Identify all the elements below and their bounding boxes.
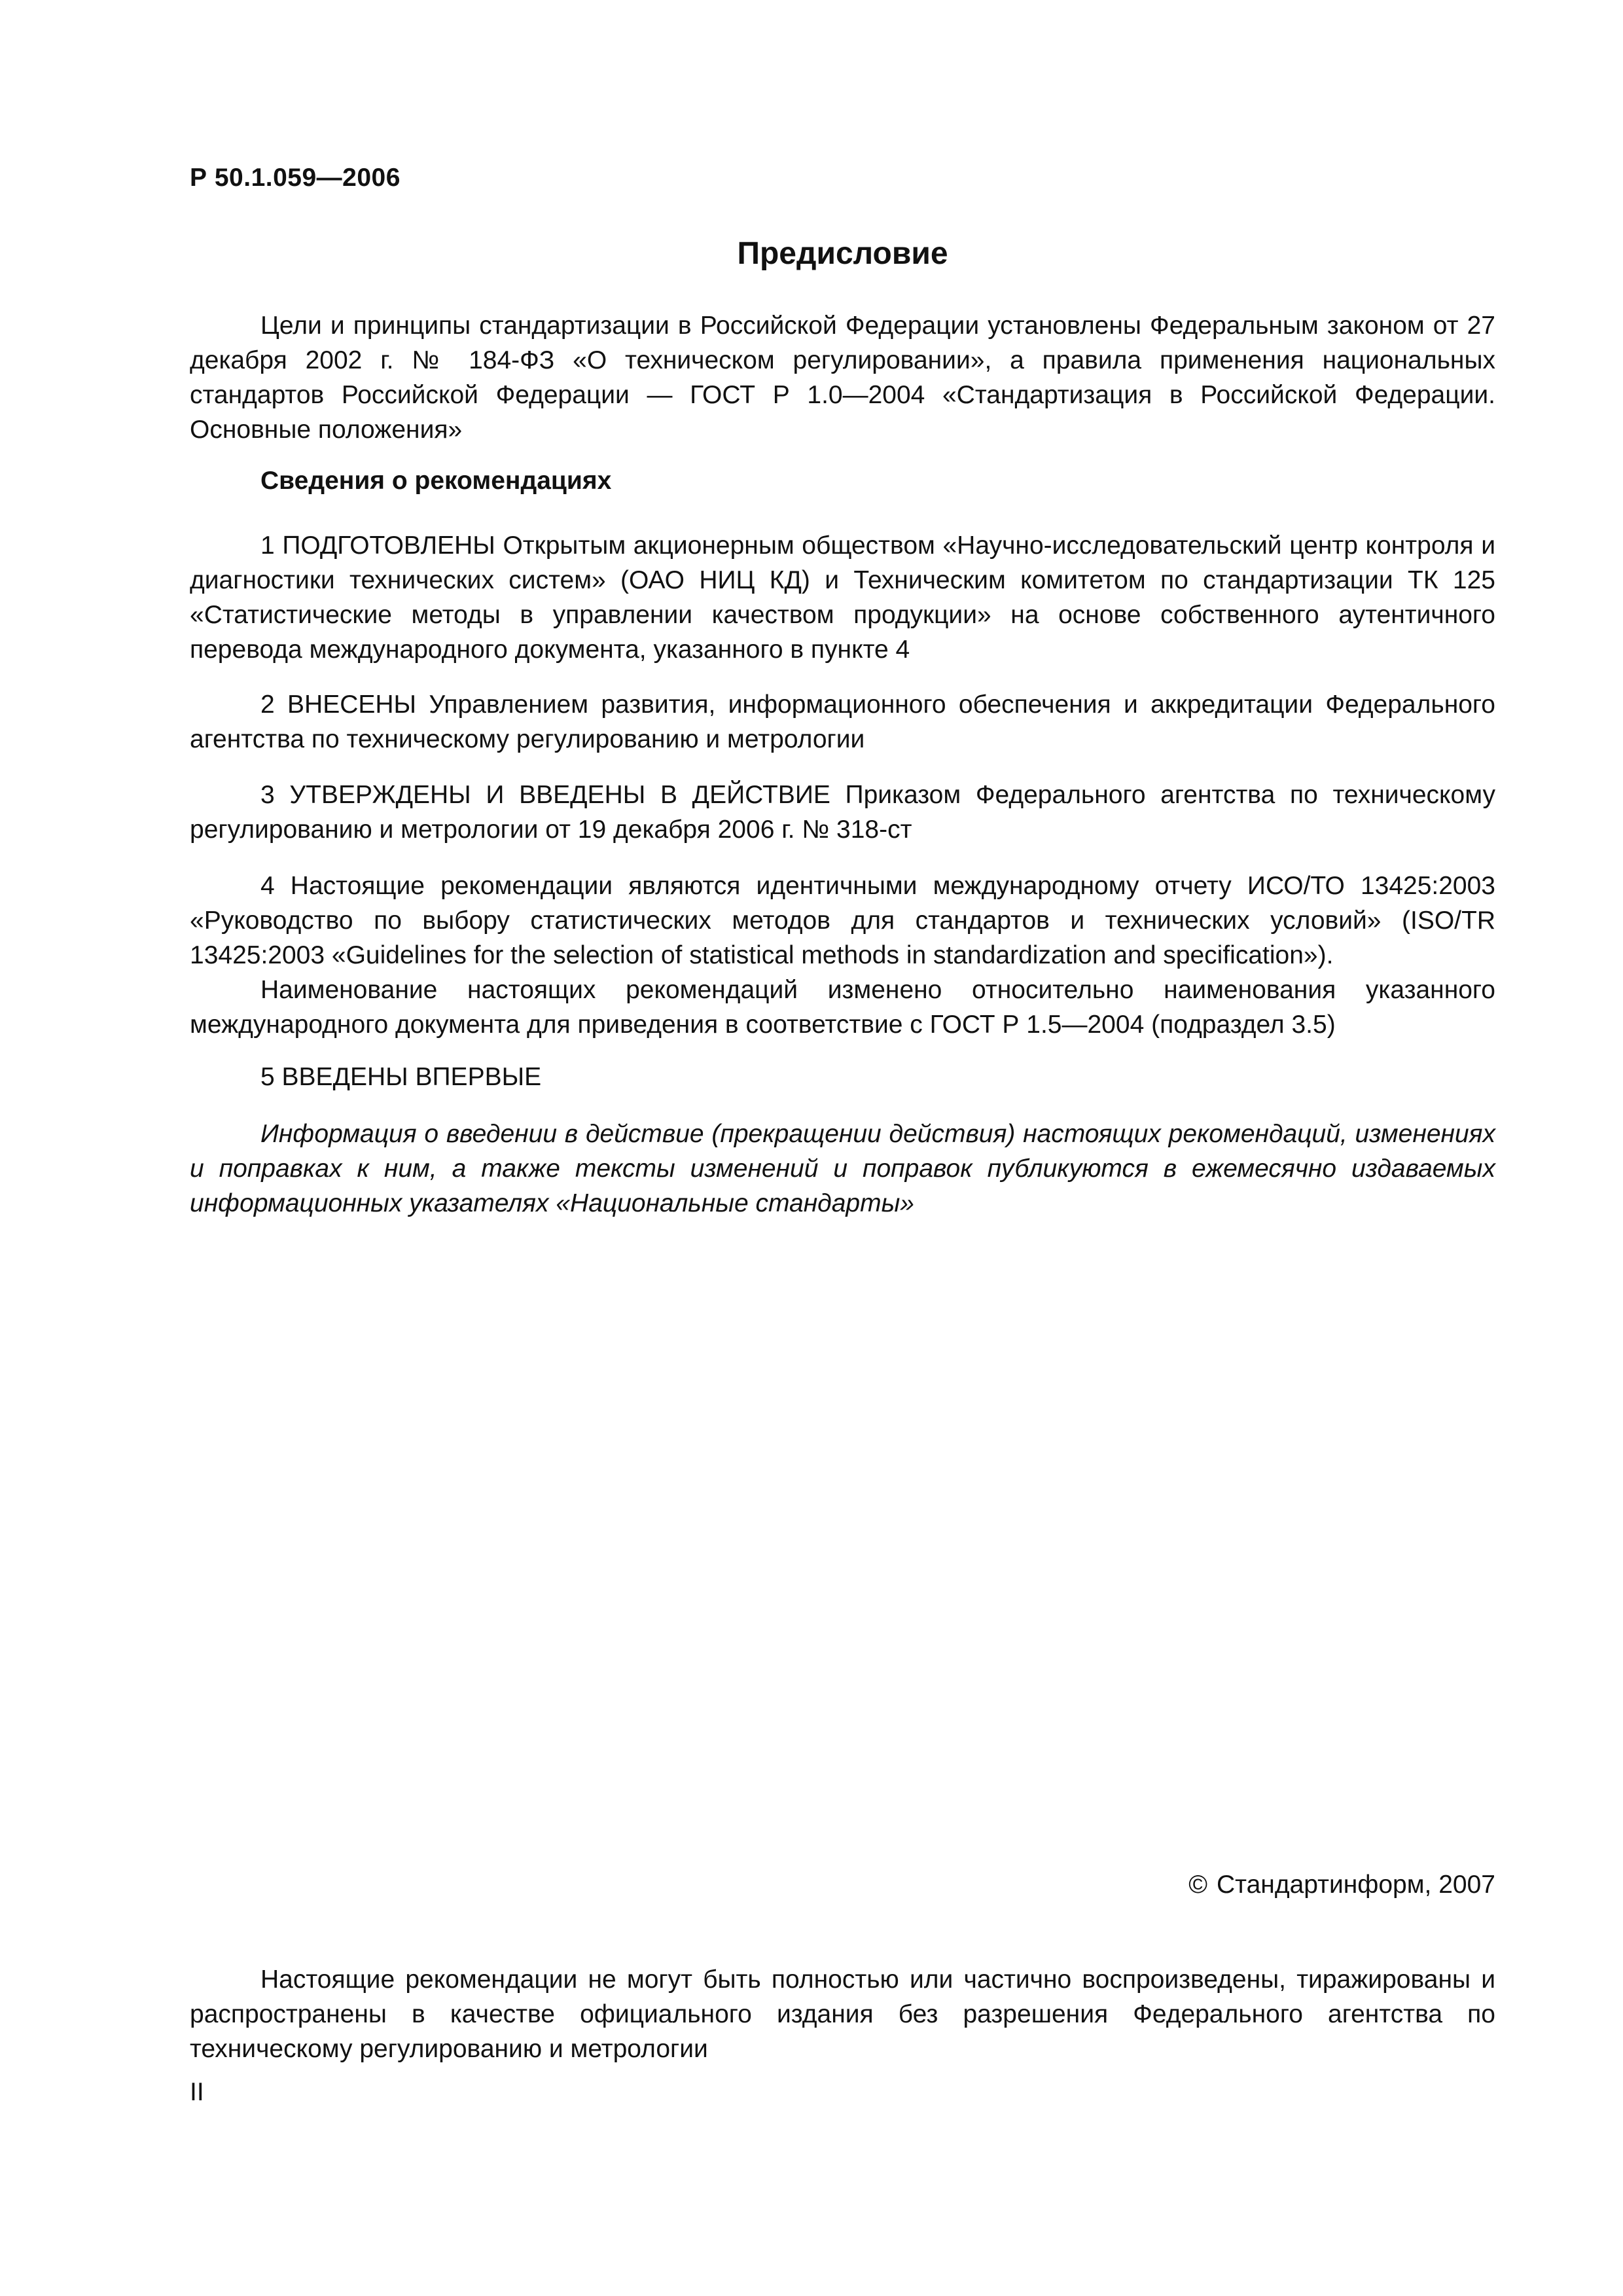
item-4-text: 4 Настоящие рекомендации являются идентичными международному отчету ИСО/ТО 13425:2003 «Руководство по выбору статистических методов для стандартов и технических условий» (ISO/TR 13425:2003 «Guidelines for the selection of statistical methods in standardization and specification»).: [190, 872, 1495, 969]
page-title: Предисловие: [737, 236, 948, 271]
item-2: [190, 687, 1495, 757]
item-3: [190, 778, 1495, 847]
item-4: [190, 869, 1495, 1042]
copyright-line: [1188, 1871, 1495, 1899]
page-number: II: [190, 2078, 204, 2106]
reproduction-restriction-text: Настоящие рекомендации не могут быть полностью или частично воспроизведены, тиражированы и распространены в качестве официального издания без разрешения Федерального агентства по техническому регулированию и метрологии: [190, 1965, 1495, 2063]
intro-text: Цели и принципы стандартизации в Российской Федерации установлены Федеральным законом от 27 декабря 2002 г. № 184-ФЗ «О техническом регулировании», а правила применения национальных стандартов Российской Федерации — ГОСТ Р 1.0—2004 «Стандартизация в Российской Федерации. Основные положения»: [190, 312, 1495, 444]
item-5: [190, 1060, 1495, 1094]
info-notice-text: Информация о введении в действие (прекращении действия) настоящих рекомендаций, изменениях и поправках к ним, а также тексты изменений и поправок публикуются в ежемесячно издаваемых информационных указателях «Национальные стандарты»: [190, 1120, 1495, 1217]
copyright-icon: ©: [1188, 1871, 1207, 1899]
item-4-rename-note: Наименование настоящих рекомендаций изменено относительно наименования указанного международного документа для приведения в соответствие с ГОСТ Р 1.5—2004 (подраздел 3.5): [190, 976, 1495, 1039]
item-1: [190, 528, 1495, 667]
intro-paragraph: [190, 308, 1495, 447]
document-code: Р 50.1.059—2006: [190, 164, 401, 192]
item-3-text: 3 УТВЕРЖДЕНЫ И ВВЕДЕНЫ В ДЕЙСТВИЕ Приказом Федерального агентства по техническому регулированию и метрологии от 19 декабря 2006 г. № 318-ст: [190, 781, 1495, 844]
info-notice: [190, 1117, 1495, 1221]
reproduction-restriction: [190, 1962, 1495, 2066]
copyright-text: Стандартинформ, 2007: [1217, 1871, 1495, 1899]
item-5-text: 5 ВВЕДЕНЫ ВПЕРВЫЕ: [260, 1063, 542, 1091]
section-heading: Сведения о рекомендациях: [260, 467, 612, 495]
item-2-text: 2 ВНЕСЕНЫ Управлением развития, информационного обеспечения и аккредитации Федерального агентства по техническому регулированию и метрологии: [190, 691, 1495, 753]
item-1-text: 1 ПОДГОТОВЛЕНЫ Открытым акционерным обществом «Научно-исследовательский центр контроля и диагностики технических систем» (ОАО НИЦ КД) и Техническим комитетом по стандартизации ТК 125 «Статистические методы в управлении качеством продукции» на основе собственного аутентичного перевода международного документа, указанного в пункте 4: [190, 531, 1495, 664]
